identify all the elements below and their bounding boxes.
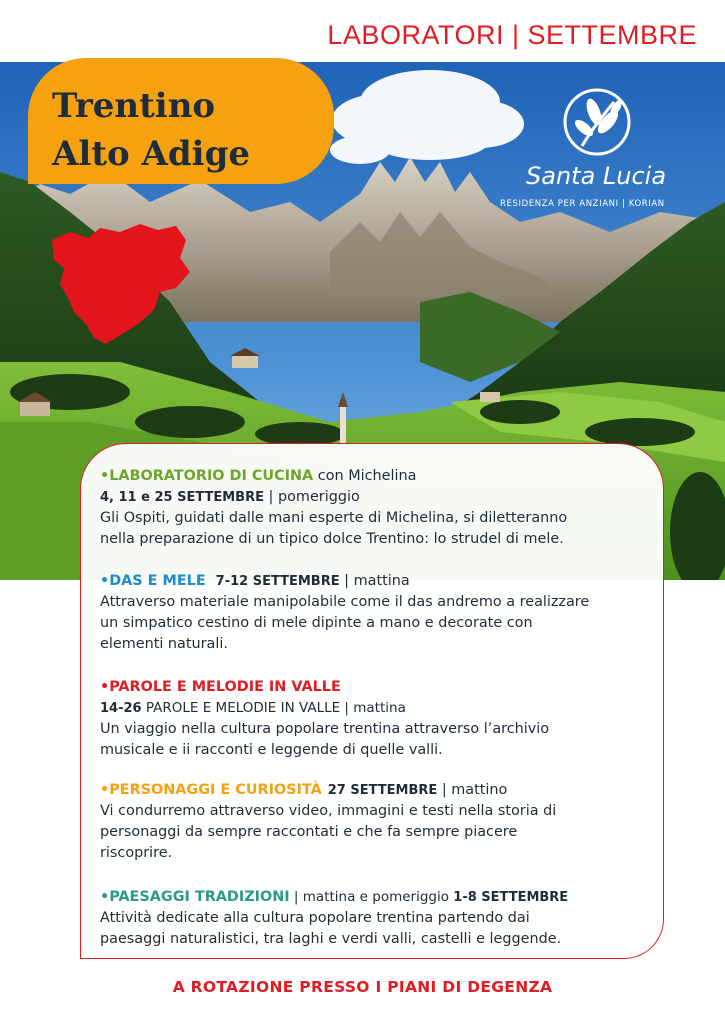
activity-date: 1-8 SETTEMBRE bbox=[453, 890, 569, 905]
activity-desc-line: elementi naturali. bbox=[100, 636, 228, 652]
activity-date: 7-12 SETTEMBRE bbox=[215, 574, 340, 589]
activity-title: •PAESAGGI TRADIZIONI bbox=[100, 889, 290, 905]
activity-desc-line: Attività dedicate alla cultura popolare trentina partendo dai bbox=[100, 910, 530, 926]
activity-time: | mattino bbox=[437, 782, 508, 798]
activity-desc-line: Un viaggio nella cultura popolare trentina attraverso l’archivio bbox=[100, 721, 550, 737]
activity-desc-line: un simpatico cestino di mele dipinte a mano e decorate con bbox=[100, 615, 533, 631]
brand-subtitle: RESIDENZA PER ANZIANI | KORIAN bbox=[500, 199, 665, 209]
activity-desc-line: nella preparazione di un tipico dolce Trentino: lo strudel di mele. bbox=[100, 531, 564, 547]
activity-date: 4, 11 e 25 SETTEMBRE bbox=[100, 490, 264, 505]
activity-desc-line: musicale e ii racconti e leggende di quelle valli. bbox=[100, 742, 443, 758]
activity-date: 14-26 bbox=[100, 701, 142, 716]
activity-title: •PERSONAGGI E CURIOSITÀ bbox=[100, 782, 322, 798]
page-header bbox=[0, 0, 725, 62]
activity-time: | mattina bbox=[339, 573, 410, 589]
activity-title-suffix: con Michelina bbox=[313, 468, 417, 484]
activity-title: •LABORATORIO DI CUCINA bbox=[100, 468, 314, 484]
activity-paesaggi bbox=[100, 887, 680, 950]
activity-parole-melodie bbox=[100, 677, 680, 761]
activity-time: | pomeriggio bbox=[263, 489, 360, 505]
activity-date: 27 SETTEMBRE bbox=[327, 783, 438, 798]
activity-title: •PAROLE E MELODIE IN VALLE bbox=[100, 679, 341, 695]
rotation-note: A ROTAZIONE PRESSO I PIANI DI DEGENZA bbox=[172, 978, 553, 996]
region-name-line1: Trentino bbox=[52, 86, 216, 126]
region-name-line2: Alto Adige bbox=[52, 134, 250, 174]
activity-desc-line: personaggi da sempre raccontati e che fa sempre piacere bbox=[100, 824, 518, 840]
activity-time: | mattina e pomeriggio bbox=[289, 889, 454, 905]
activity-desc-line: Attraverso materiale manipolabile come il das andremo a realizzare bbox=[100, 594, 590, 610]
activity-time: PAROLE E MELODIE IN VALLE | mattina bbox=[141, 700, 406, 716]
activity-title: •DAS E MELE bbox=[100, 573, 206, 589]
page-title: LABORATORI | SETTEMBRE bbox=[327, 20, 697, 50]
activity-desc-line: paesaggi naturalistici, tra laghi e verdi valli, castelli e leggende. bbox=[100, 931, 562, 947]
activity-cucina bbox=[100, 466, 680, 550]
activity-desc-line: Vi condurremo attraverso video, immagini e testi nella storia di bbox=[100, 803, 557, 819]
activity-desc-line: riscoprire. bbox=[100, 845, 173, 861]
activity-das-mele bbox=[100, 571, 680, 655]
olive-branch-icon bbox=[554, 86, 640, 162]
brand-name: Santa Lucia bbox=[526, 162, 667, 190]
activity-personaggi bbox=[100, 780, 680, 864]
santa-lucia-logo bbox=[500, 86, 705, 226]
activity-desc-line: Gli Ospiti, guidati dalle mani esperte di Michelina, si diletteranno bbox=[100, 510, 568, 526]
